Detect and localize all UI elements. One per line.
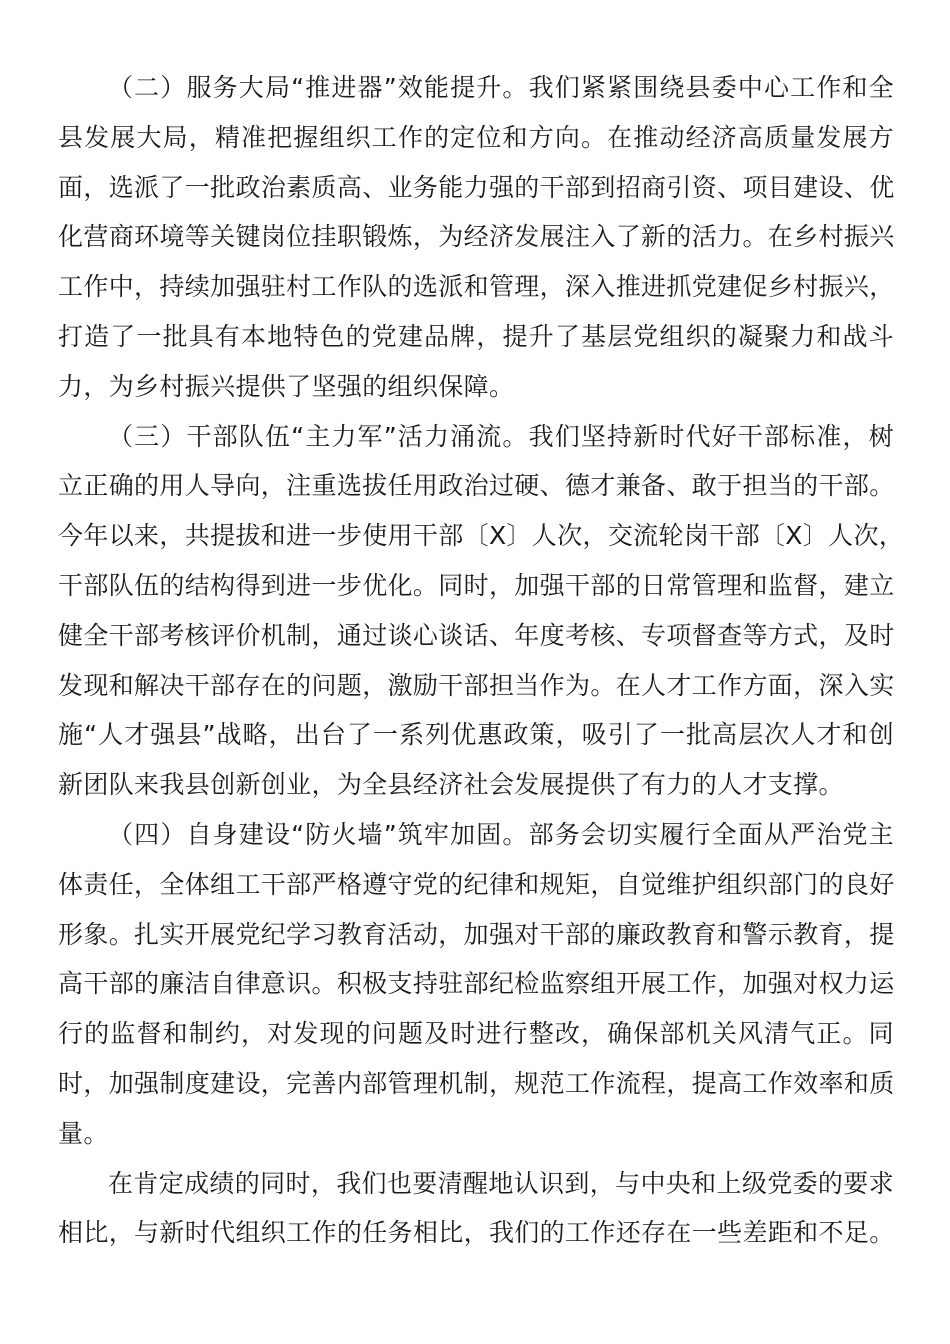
text-line: （四）自身建设“防火墙”筑牢加固。部务会切实履行全面从严治党主 (108, 819, 894, 849)
text-line: 时，加强制度建设，完善内部管理机制，规范工作流程，提高工作效率和质 (58, 1068, 895, 1098)
paragraph-conclusion (58, 1164, 894, 1264)
text-line: 打造了一批具有本地特色的党建品牌，提升了基层党组织的凝聚力和战斗 (58, 321, 894, 351)
text-line: （三）干部队伍“主力军”活力涌流。我们坚持新时代好干部标准，树 (108, 421, 894, 451)
text-line: 行的监督和制约，对发现的问题及时进行整改，确保部机关风清气正。同 (58, 1019, 894, 1049)
text-line: 相比，与新时代组织工作的任务相比，我们的工作还存在一些差距和不足。 (58, 1218, 895, 1248)
text-line: 今年以来，共提拔和进一步使用干部〔X〕人次，交流轮岗干部〔X〕人次， (58, 521, 905, 551)
text-line: 化营商环境等关键岗位挂职锻炼，为经济发展注入了新的活力。在乡村振兴 (58, 222, 895, 252)
paragraph-section-3 (58, 417, 905, 815)
text-line: 形象。扎实开展党纪学习教育活动，加强对干部的廉政教育和警示教育，提 (58, 919, 895, 949)
paragraph-section-4 (58, 815, 894, 1164)
text-line: 发现和解决干部存在的问题，激励干部担当作为。在人才工作方面，深入实 (58, 670, 895, 700)
text-line: 工作中，持续加强驻村工作队的选派和管理，深入推进抓党建促乡村振兴， (58, 272, 895, 302)
text-line: （二）服务大局“推进器”效能提升。我们紧紧围绕县委中心工作和全 (108, 73, 894, 102)
text-line: 面，选派了一批政治素质高、业务能力强的干部到招商引资、项目建设、优 (58, 172, 895, 202)
text-line: 干部队伍的结构得到进一步优化。同时，加强干部的日常管理和监督，建立 (58, 570, 895, 600)
paragraph-section-2 (58, 68, 894, 417)
text-line: 量。 (58, 1118, 109, 1148)
document-page (58, 68, 905, 1263)
text-line: 高干部的廉洁自律意识。积极支持驻部纪检监察组开展工作，加强对权力运 (58, 969, 895, 999)
text-line: 在肯定成绩的同时，我们也要清醒地认识到，与中央和上级党委的要求 (108, 1168, 894, 1198)
text-line: 新团队来我县创新创业，为全县经济社会发展提供了有力的人才支撑。 (58, 770, 844, 800)
text-line: 体责任，全体组工干部严格遵守党的纪律和规矩，自觉维护组织部门的良好 (58, 869, 895, 899)
text-line: 县发展大局，精准把握组织工作的定位和方向。在推动经济高质量发展方 (58, 122, 894, 152)
text-line: 立正确的用人导向，注重选拔任用政治过硬、德才兼备、敢于担当的干部。 (58, 471, 895, 501)
text-line: 施“人才强县”战略，出台了一系列优惠政策，吸引了一批高层次人才和创 (58, 720, 894, 750)
text-line: 健全干部考核评价机制，通过谈心谈话、年度考核、专项督查等方式，及时 (58, 620, 895, 650)
text-line: 力，为乡村振兴提供了坚强的组织保障。 (58, 371, 515, 401)
